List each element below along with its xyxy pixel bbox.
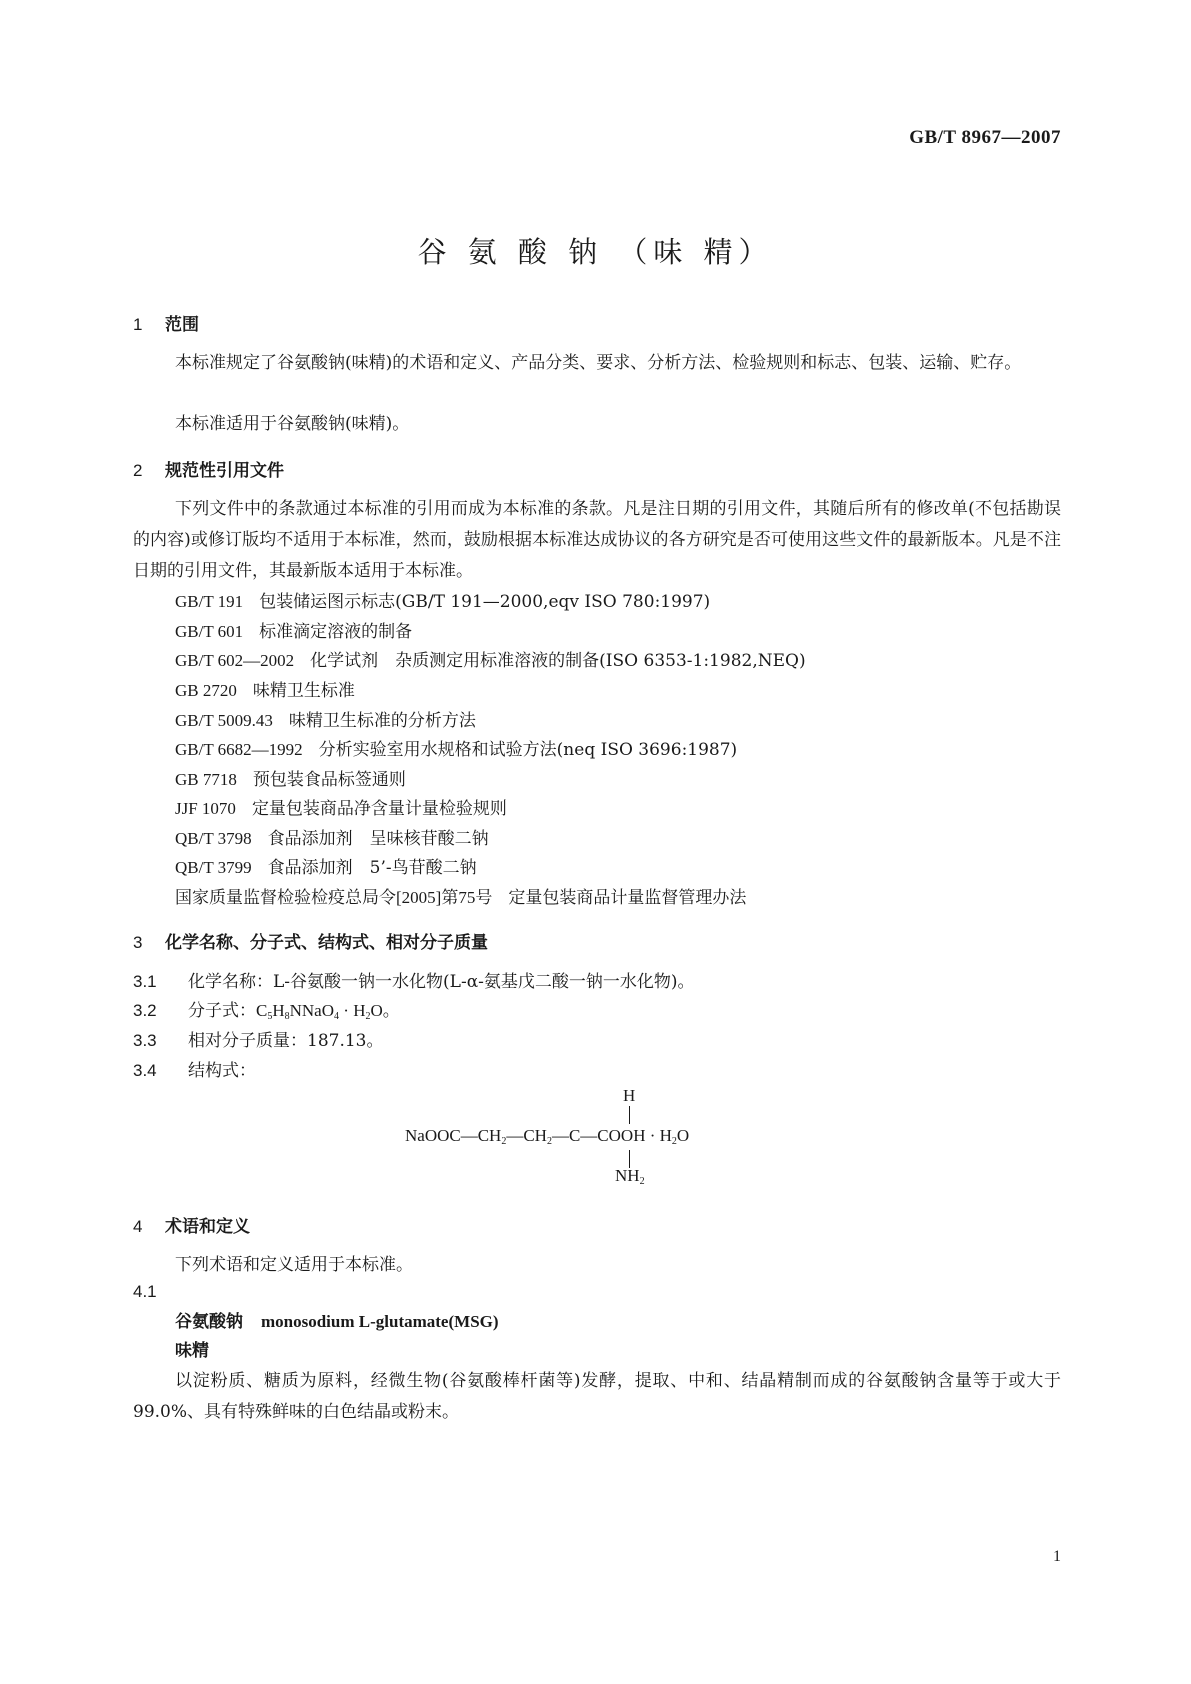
reference-item: GB 2720 味精卫生标准 — [175, 681, 355, 701]
section-1-heading: 1 范围 — [133, 315, 199, 335]
clause-4-1-number: 4.1 — [133, 1282, 157, 1301]
term-heading: 谷氨酸钠 monosodium L-glutamate(MSG) — [175, 1312, 499, 1332]
reference-item: GB/T 6682—1992 分析实验室用水规格和试验方法(neq ISO 3696:1987) — [175, 740, 738, 760]
molecular-formula: $C_5H_8NNaO_4 \cdot H_2O$ — [256, 1001, 383, 1022]
reference-item: GB/T 5009.43 味精卫生标准的分析方法 — [175, 711, 476, 731]
reference-item: GB/T 601 标准滴定溶液的制备 — [175, 622, 413, 642]
clause-3-2: 3.2 分子式：$C_5H_8NNaO_4 \cdot H_2O$。 — [133, 1001, 400, 1022]
section-2-heading: 2 规范性引用文件 — [133, 461, 284, 481]
section-2-title: 规范性引用文件 — [165, 461, 284, 481]
formula-main-chain: $NaOOC—CH_2—CH_2—C—COOH \cdot H_2O$ — [405, 1126, 690, 1147]
section-3-heading: 3 化学名称、分子式、结构式、相对分子质量 — [133, 933, 488, 953]
term-definition: 以淀粉质、糖质为原料，经微生物(谷氨酸棒杆菌等)发酵，提取、中和、结晶精制而成的谷氨酸钠含量等于或大于99.0%、具有特殊鲜味的白色结晶或粉末。 — [133, 1371, 1061, 1422]
section-4-intro: 下列术语和定义适用于本标准。 — [175, 1255, 413, 1275]
document-title: 谷 氨 酸 钠 （味 精） — [417, 235, 774, 269]
reference-item: 国家质量监督检验检疫总局令[2005]第75号 定量包装商品计量监督管理办法 — [175, 888, 747, 908]
reference-item: GB 7718 预包装食品标签通则 — [175, 770, 406, 790]
standard-code: GB/T 8967—2007 — [909, 127, 1061, 148]
section-2-intro: 下列文件中的条款通过本标准的引用而成为本标准的条款。凡是注日期的引用文件，其随后所有的修改单(不包括勘误的内容)或修订版均不适用于本标准，然而，鼓励根据本标准达成协议的各方研究是否可使用这些文件的最新版本。凡是不注日期的引用文件，其最新版本适用于本标准。 — [133, 499, 1061, 581]
section-1-paragraph-2: 本标准适用于谷氨酸钠(味精)。 — [175, 414, 410, 434]
clause-3-4: 3.4 结构式： — [133, 1061, 256, 1081]
reference-item: GB/T 602—2002 化学试剂 杂质测定用标准溶液的制备(ISO 6353-1:1982,NEQ) — [175, 651, 806, 671]
section-3-title: 化学名称、分子式、结构式、相对分子质量 — [165, 933, 488, 953]
formula-top-h: H — [623, 1086, 636, 1105]
reference-item: JJF 1070 定量包装商品净含量计量检验规则 — [175, 799, 507, 819]
reference-item: QB/T 3798 食品添加剂 呈味核苷酸二钠 — [175, 829, 489, 849]
clause-3-1: 3.1 化学名称：L-谷氨酸一钠一水化物(L-α-氨基戊二酸一钠一水化物)。 — [133, 972, 695, 992]
bond-line-up — [629, 1106, 630, 1124]
section-4-title: 术语和定义 — [165, 1217, 250, 1237]
reference-item: QB/T 3799 食品添加剂 5’-鸟苷酸二钠 — [175, 858, 477, 878]
clause-3-3: 3.3 相对分子质量：187.13。 — [133, 1031, 384, 1051]
reference-item: GB/T 191 包装储运图示标志(GB/T 191—2000,eqv ISO 780:1997) — [175, 592, 711, 612]
section-1-title: 范围 — [165, 315, 199, 335]
page-number: 1 — [1053, 1548, 1061, 1565]
formula-bottom-nh2: $NH_2$ — [615, 1166, 645, 1187]
term-alias: 味精 — [175, 1341, 209, 1361]
section-1-paragraph-1: 本标准规定了谷氨酸钠(味精)的术语和定义、产品分类、要求、分析方法、检验规则和标志、包装、运输、贮存。 — [175, 353, 1022, 373]
section-4-heading: 4 术语和定义 — [133, 1217, 250, 1237]
